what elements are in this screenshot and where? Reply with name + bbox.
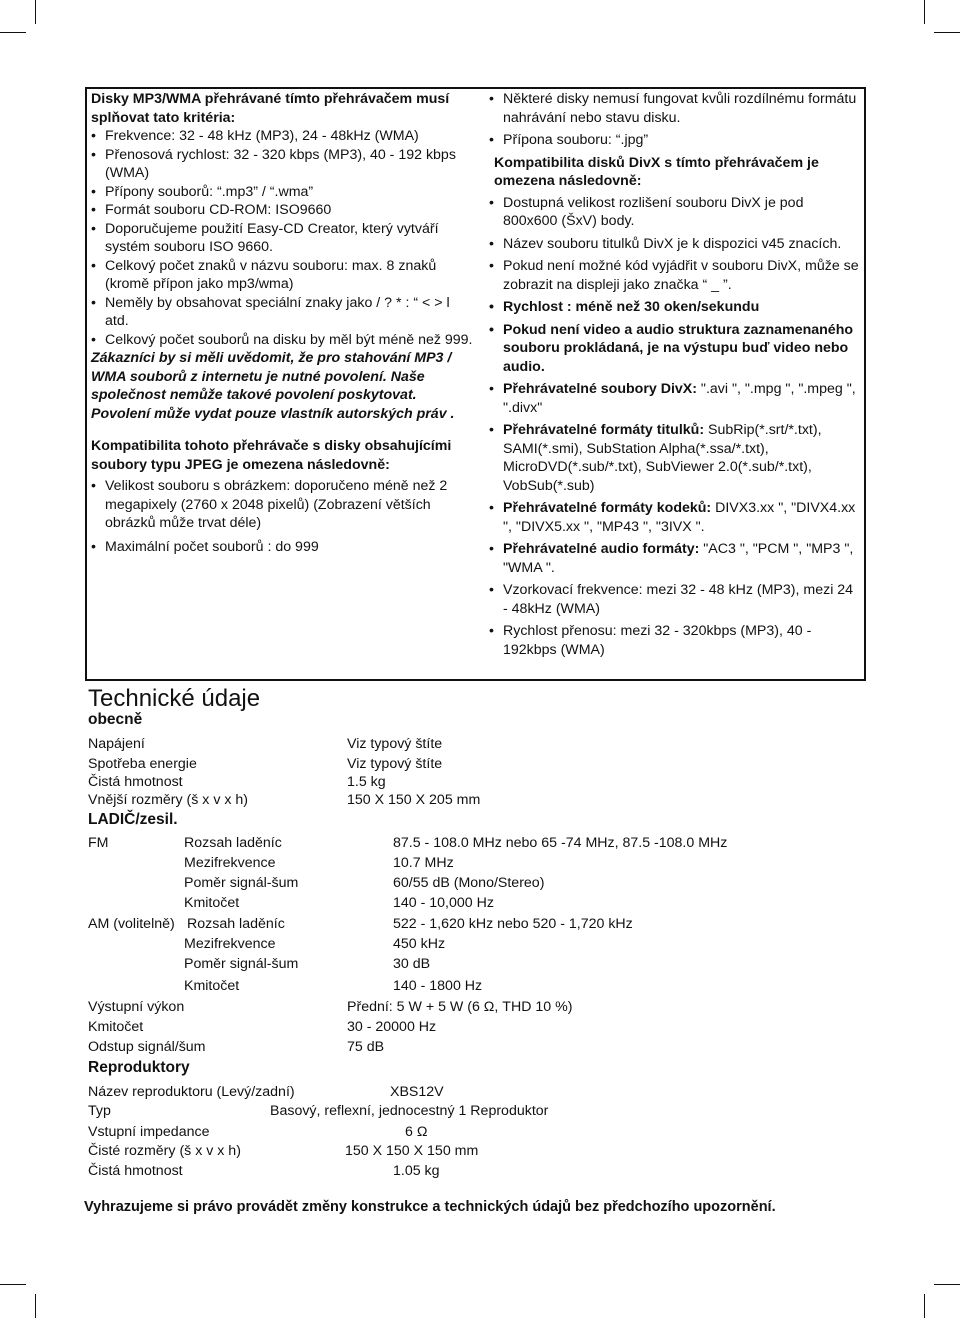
list-item: • Název souboru titulků DivX je k dispozici v45 znacích.: [489, 235, 859, 254]
spec-value: 522 - 1,620 kHz nebo 520 - 1,720 kHz: [393, 916, 633, 932]
spec-label: Kmitočet: [184, 978, 240, 994]
crop-mark: [924, 1294, 925, 1318]
list-item: • Rychlost přenosu: mezi 32 - 320kbps (MP3), 40 - 192kbps (WMA): [489, 622, 859, 659]
spec-label: Rozsah laděníc: [184, 835, 282, 851]
spec-value: 30 - 20000 Hz: [347, 1019, 437, 1035]
list-item: • Pokud není možné kód vyjádřit v souboru DivX, může se zobrazit na displeji jako značka “ _ ”.: [489, 257, 859, 294]
spec-label: Výstupní výkon: [88, 999, 185, 1015]
spec-value: 10.7 MHz: [393, 855, 454, 871]
crop-mark: [924, 0, 925, 24]
spec-label: Vnější rozměry (š x v x h): [88, 792, 249, 808]
right-column: [489, 90, 859, 659]
list-item: • Přípony souborů: “.mp3” / “.wma”: [91, 183, 476, 202]
spec-value: 75 dB: [347, 1039, 385, 1055]
divx-list: [489, 194, 859, 660]
am-label: AM (volitelně): [88, 916, 175, 932]
spec-label: Rozsah laděníc: [187, 916, 285, 932]
item-label: Přehrávatelné formáty kodeků:: [503, 500, 712, 516]
left-column: [91, 90, 476, 556]
spec-value: Basový, reflexní, jednocestný 1 Reproduktor: [270, 1103, 549, 1119]
spec-label: Poměr signál-šum: [184, 875, 299, 891]
list-item: • Celkový počet znaků v názvu souboru: max. 8 znaků (kromě přípon jako mp3/wma): [91, 257, 476, 294]
list-item: • Velikost souboru s obrázkem: doporučeno méně než 2 megapixely (2760 x 2048 pixelů) (Zobrazení větších obrázků může trvat déle): [91, 477, 476, 533]
spec-label: Mezifrekvence: [184, 855, 276, 871]
spec-value: 450 kHz: [393, 936, 446, 952]
spec-label: Poměr signál-šum: [184, 956, 299, 972]
spec-value: 140 - 1800 Hz: [393, 978, 483, 994]
spec-label: Napájení: [88, 736, 145, 752]
jpeg-list: [91, 477, 476, 556]
divx-heading: Kompatibilita disků DivX s tímto přehrávačem je omezena následovně:: [494, 154, 819, 189]
list-item: [489, 499, 859, 536]
mp3-wma-list: [91, 127, 476, 349]
spec-value: Viz typový štíte: [347, 756, 443, 772]
spec-value: 30 dB: [393, 956, 431, 972]
list-item: • Maximální počet souborů : do 999: [91, 538, 476, 557]
general-heading: obecně: [88, 711, 143, 728]
fm-label: FM: [88, 835, 109, 851]
list-item: • Rychlost : méně než 30 oken/sekundu: [489, 298, 859, 317]
item-value: SubRip(*.srt/*.txt), SAMI(*.smi), SubStation Alpha(*.ssa/*.txt), MicroDVD(*.sub/*.txt), SubViewer 2.0(*.sub/*.txt), VobSub(*.sub): [503, 422, 822, 494]
spec-value: 87.5 - 108.0 MHz nebo 65 -74 MHz, 87.5 -108.0 MHz: [393, 835, 728, 851]
spec-value: 1.05 kg: [393, 1163, 440, 1179]
spec-value: XBS12V: [390, 1084, 444, 1100]
spec-label: Kmitočet: [184, 895, 240, 911]
spec-value: 150 X 150 X 150 mm: [345, 1143, 479, 1159]
spec-label: Spotřeba energie: [88, 756, 197, 772]
item-label: Přehrávatelné audio formáty:: [503, 541, 700, 557]
item-value: "AC3 ", "PCM ", "MP3 ", "WMA ".: [503, 541, 854, 576]
crop-mark: [934, 1284, 960, 1285]
jpeg-heading: Kompatibilita tohoto přehrávače s disky obsahujícími soubory typu JPEG je omezena následovně:: [91, 438, 452, 473]
spec-label: Kmitočet: [88, 1019, 144, 1035]
list-item: • Celkový počet souborů na disku by měl být méně než 999.: [91, 331, 476, 350]
list-item: [489, 421, 859, 495]
list-item: • Doporučujeme použití Easy-CD Creator, který vytváří systém souboru ISO 9660.: [91, 220, 476, 257]
item-label: Přehrávatelné soubory DivX:: [503, 381, 697, 397]
crop-mark: [0, 32, 26, 33]
crop-mark: [35, 0, 36, 24]
list-item: • Vzorkovací frekvence: mezi 32 - 48 kHz (MP3), mezi 24 - 48kHz (WMA): [489, 581, 859, 618]
list-item: • Neměly by obsahovat speciální znaky jako / ? * : “ < > l atd.: [91, 294, 476, 331]
list-item: • Dostupná velikost rozlišení souboru DivX je pod 800x600 (ŠxV) body.: [489, 194, 859, 231]
list-item: [489, 380, 859, 417]
crop-mark: [35, 1294, 36, 1318]
specs-title: Technické údaje: [88, 685, 261, 712]
copyright-notice: Zákazníci by si měli uvědomit, že pro stahování MP3 / WMA souborů z internetu je nutné povolení. Naše společnost nemůže takové povolení poskytovat. Povolení může vydat pouze vlastník autorských práv .: [91, 350, 455, 422]
spec-label: Mezifrekvence: [184, 936, 276, 952]
spec-label: Čistá hmotnost: [88, 774, 183, 790]
list-item: • Přenosová rychlost: 32 - 320 kbps (MP3), 40 - 192 kbps (WMA): [91, 146, 476, 183]
footer-disclaimer: Vyhrazujeme si právo provádět změny konstrukce a technických údajů bez předchozího upozornění.: [84, 1199, 776, 1215]
spec-label: Odstup signál/šum: [88, 1039, 206, 1055]
spec-label: Čisté rozměry (š x v x h): [88, 1143, 241, 1159]
spec-value: 1.5 kg: [347, 774, 386, 790]
spec-value: 150 X 150 X 205 mm: [347, 792, 481, 808]
spec-value: Viz typový štíte: [347, 736, 443, 752]
crop-mark: [0, 1284, 26, 1285]
list-item: • Některé disky nemusí fungovat kvůli rozdílnému formátu nahrávání nebo stavu disku.: [489, 90, 859, 127]
speakers-heading: Reproduktory: [88, 1059, 190, 1076]
spec-label: Čistá hmotnost: [88, 1163, 183, 1179]
tuner-heading: LADIČ/zesil.: [88, 811, 178, 828]
list-item: • Frekvence: 32 - 48 kHz (MP3), 24 - 48kHz (WMA): [91, 127, 476, 146]
list-item: [489, 540, 859, 577]
item-value: DIVX3.xx ", "DIVX4.xx ", "DIVX5.xx ", "MP43 ", "3IVX ".: [503, 500, 856, 535]
item-value: ".avi ", ".mpg ", ".mpeg ", ".divx": [503, 381, 856, 416]
spec-label: Typ: [88, 1103, 111, 1119]
spec-value: 140 - 10,000 Hz: [393, 895, 494, 911]
general-list: [489, 90, 859, 150]
spec-value: Přední: 5 W + 5 W (6 Ω, THD 10 %): [347, 999, 573, 1015]
crop-mark: [934, 32, 960, 33]
list-item: • Formát souboru CD-ROM: ISO9660: [91, 201, 476, 220]
list-item: • Přípona souboru: “.jpg”: [489, 131, 859, 150]
spec-label: Název reproduktoru (Levý/zadní): [88, 1084, 295, 1100]
spec-label: Vstupní impedance: [88, 1124, 210, 1140]
mp3-wma-heading: Disky MP3/WMA přehrávané tímto přehrávačem musí splňovat tato kritéria:: [91, 91, 450, 126]
item-label: Přehrávatelné formáty titulků:: [503, 422, 705, 438]
spec-value: 60/55 dB (Mono/Stereo): [393, 875, 545, 891]
list-item: • Pokud není video a audio struktura zaznamenaného souboru prokládaná, je na výstupu buď video nebo audio.: [489, 321, 859, 377]
spec-value: 6 Ω: [405, 1124, 428, 1140]
